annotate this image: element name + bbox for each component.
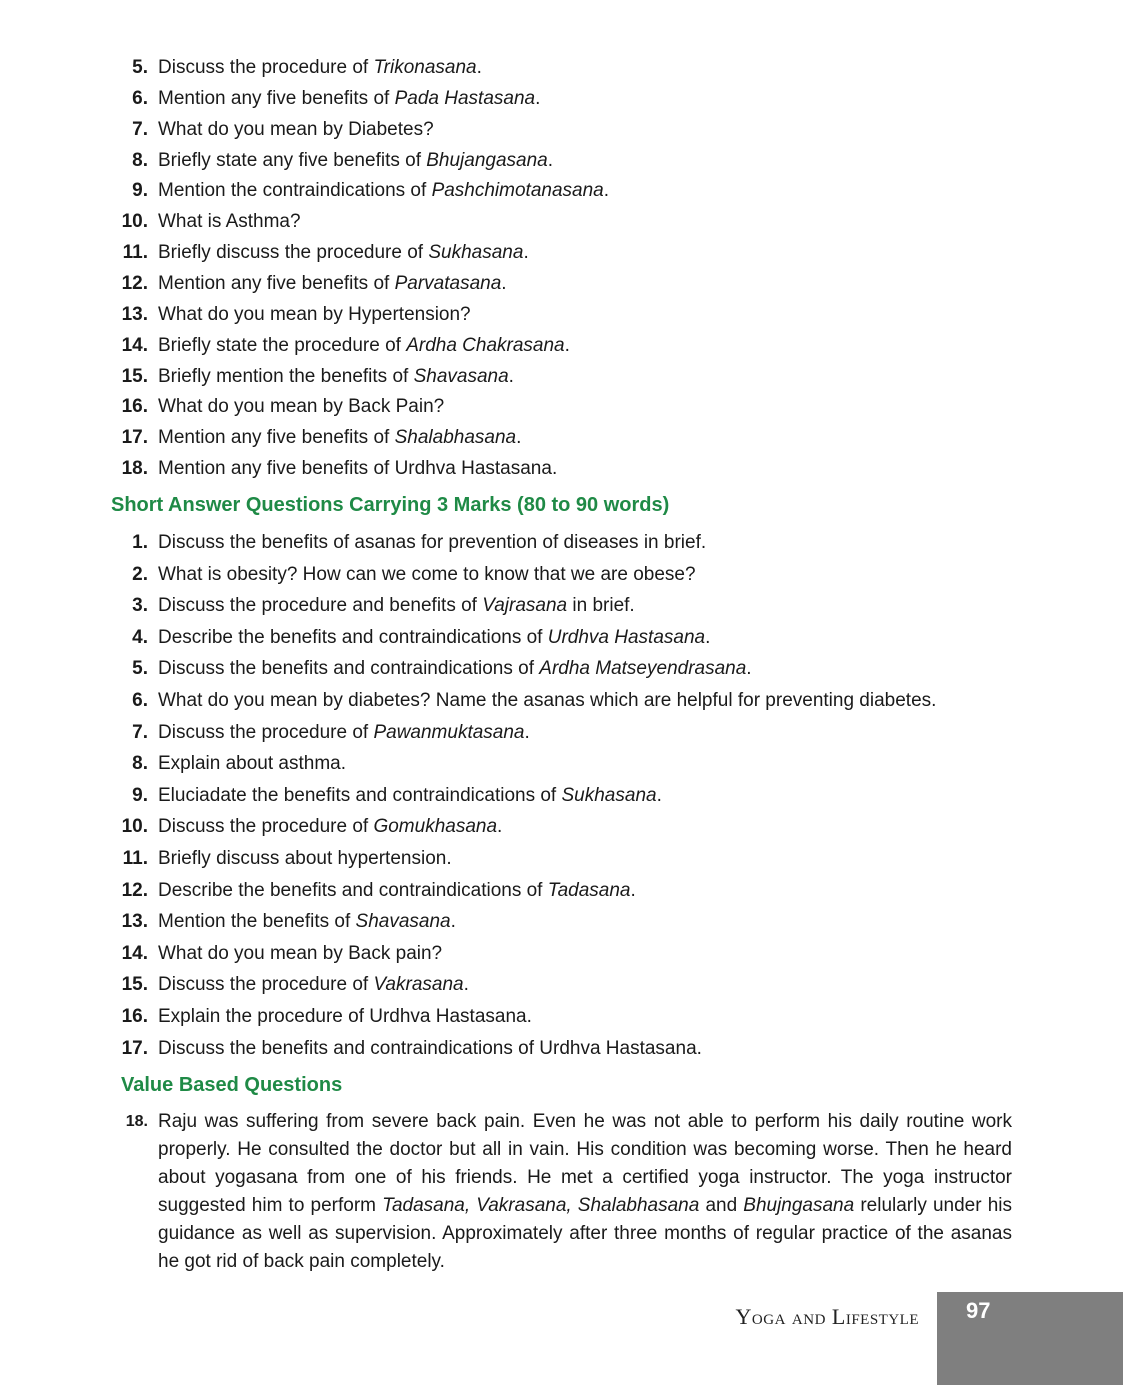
question-number: 6. bbox=[132, 690, 148, 711]
question-text bbox=[158, 527, 706, 558]
asana-name: Trikonasana bbox=[373, 57, 477, 78]
asana-name: Vajrasana bbox=[482, 595, 568, 617]
text-run: Raju was suffering from severe back pain. Even he was not able to perform his daily routine work properly. He consulted the doctor but all in vain. His condition was becoming worse. Then he heard about yogasana from one of his friends. He met a certified yoga instructor. The yoga instructor suggested him to perform bbox=[158, 1111, 1012, 1216]
text-run: . bbox=[603, 180, 610, 202]
question-text bbox=[158, 685, 936, 716]
question-text bbox=[158, 969, 469, 1000]
text-run: Discuss the benefits and contraindications of bbox=[158, 658, 540, 680]
asana-name: Tadasana bbox=[547, 879, 631, 901]
text-run: Describe the benefits and contraindications of bbox=[158, 626, 548, 648]
question-number: 7. bbox=[132, 721, 148, 743]
text-run: Mention the contraindications of bbox=[158, 180, 432, 202]
asana-name: Vakrasana bbox=[373, 974, 464, 996]
text-run: . bbox=[564, 334, 570, 356]
question-number: 17. bbox=[121, 427, 148, 449]
text-run: . bbox=[656, 784, 662, 806]
question-number: 15. bbox=[121, 974, 148, 996]
question-text bbox=[158, 843, 452, 874]
question-number: 15. bbox=[121, 365, 148, 387]
text-run: . bbox=[497, 816, 503, 838]
text-run: Briefly state the procedure of bbox=[158, 334, 407, 356]
text-run: . bbox=[547, 149, 554, 171]
asana-name: Pada Hastasana bbox=[394, 87, 536, 109]
text-run: What do you mean by Back pain? bbox=[158, 942, 443, 964]
question-number: 6. bbox=[132, 87, 148, 109]
question-number: 9. bbox=[132, 784, 148, 806]
page-number-tab bbox=[937, 1292, 1123, 1385]
question-number: 17. bbox=[121, 1037, 148, 1059]
asana-name: Shavasana bbox=[355, 911, 451, 933]
question-text bbox=[158, 52, 482, 83]
question-text bbox=[158, 330, 570, 361]
question-number: 10. bbox=[121, 816, 148, 838]
question-number: 11. bbox=[122, 242, 148, 264]
text-run: Discuss the benefits and contraindications of Urdhva Hastasana. bbox=[158, 1037, 702, 1059]
text-run: What do you mean by Hypertension? bbox=[158, 303, 471, 325]
question-text bbox=[158, 590, 635, 621]
section-heading-value-based: Value Based Questions bbox=[121, 1074, 343, 1096]
question-text bbox=[158, 1033, 702, 1064]
question-text bbox=[158, 114, 434, 145]
question-text bbox=[158, 811, 502, 842]
question-text bbox=[158, 83, 540, 114]
asana-names: Tadasana, Vakrasana, Shalabhasana bbox=[382, 1195, 700, 1216]
question-text bbox=[158, 268, 507, 299]
question-number: 5. bbox=[132, 57, 148, 78]
question-number: 14. bbox=[121, 334, 148, 356]
question-text bbox=[158, 453, 557, 484]
text-run: . bbox=[476, 57, 482, 78]
question-number: 18. bbox=[121, 458, 148, 480]
question-text bbox=[158, 780, 662, 811]
question-number: 14. bbox=[121, 942, 148, 964]
question-text bbox=[158, 422, 521, 453]
question-text bbox=[158, 299, 471, 330]
question-number: 12. bbox=[121, 272, 148, 294]
text-run: . bbox=[630, 879, 636, 901]
text-run: Mention any five benefits of Urdhva Hastasana. bbox=[158, 458, 558, 480]
text-run: What do you mean by Back Pain? bbox=[158, 396, 445, 418]
question-number: 3. bbox=[132, 595, 148, 617]
text-run: . bbox=[535, 87, 541, 109]
asana-name: Sukhasana bbox=[428, 242, 524, 264]
text-run: What do you mean by Diabetes? bbox=[158, 118, 434, 140]
question-number: 8. bbox=[132, 149, 148, 171]
text-run: Mention any five benefits of bbox=[158, 272, 395, 294]
asana-name: Parvatasana bbox=[394, 272, 502, 294]
question-text bbox=[158, 653, 752, 684]
text-run: Discuss the procedure of bbox=[158, 57, 374, 78]
asana-name: Pashchimotanasana bbox=[431, 180, 604, 202]
question-text bbox=[158, 391, 444, 422]
question-text bbox=[158, 622, 710, 653]
question-number: 16. bbox=[121, 396, 148, 418]
question-text bbox=[158, 1108, 1012, 1276]
text-run: Explain the procedure of Urdhva Hastasana. bbox=[158, 1006, 532, 1027]
text-run: . bbox=[523, 242, 529, 264]
question-text bbox=[158, 938, 442, 969]
question-number: 13. bbox=[121, 911, 148, 933]
text-run: . bbox=[524, 721, 530, 743]
question-number: 7. bbox=[132, 118, 148, 140]
text-run: . bbox=[450, 911, 456, 933]
text-run: What is obesity? How can we come to know that we are obese? bbox=[158, 563, 696, 585]
question-number: 11. bbox=[122, 848, 148, 869]
text-run: . bbox=[501, 272, 507, 294]
question-text bbox=[158, 559, 696, 590]
asana-name: Shavasana bbox=[413, 365, 509, 387]
text-run: Mention any five benefits of bbox=[158, 427, 395, 449]
question-text bbox=[158, 1001, 532, 1032]
text-run: Discuss the procedure of bbox=[158, 816, 374, 838]
question-number: 9. bbox=[132, 180, 148, 202]
question-number: 10. bbox=[121, 211, 148, 233]
question-number: 5. bbox=[132, 658, 148, 680]
text-run: Discuss the benefits of asanas for prevention of diseases in brief. bbox=[158, 532, 707, 553]
text-run: What do you mean by diabetes? Name the asanas which are helpful for preventing diabetes. bbox=[158, 690, 937, 711]
text-run: in brief. bbox=[567, 595, 635, 617]
question-number: 2. bbox=[132, 563, 148, 585]
text-run: Mention the benefits of bbox=[158, 911, 356, 933]
asana-name: Ardha Matseyendrasana bbox=[539, 658, 747, 680]
asana-name: Bhujangasana bbox=[426, 149, 548, 171]
section-heading-short-answer: Short Answer Questions Carrying 3 Marks (80 to 90 words) bbox=[111, 494, 670, 516]
text-run: and bbox=[699, 1195, 744, 1216]
question-text bbox=[158, 237, 529, 268]
text-run: Briefly state any five benefits of bbox=[158, 149, 427, 171]
text-run: Describe the benefits and contraindications of bbox=[158, 879, 548, 901]
text-run: Mention any five benefits of bbox=[158, 87, 395, 109]
text-run: relularly under his guidance as well as supervision. Approximately after three months of regular practice of the asanas he got rid of back pain completely. bbox=[158, 1195, 1012, 1272]
text-run: . bbox=[746, 658, 752, 680]
question-number: 1. bbox=[132, 532, 148, 553]
question-number: 18. bbox=[125, 1113, 148, 1130]
question-number: 16. bbox=[121, 1006, 148, 1027]
question-text bbox=[158, 906, 456, 937]
question-number: 4. bbox=[132, 626, 148, 648]
asana-name: Gomukhasana bbox=[373, 816, 498, 838]
question-number: 8. bbox=[132, 753, 148, 775]
asana-name: Shalabhasana bbox=[394, 427, 517, 449]
text-run: What is Asthma? bbox=[158, 211, 301, 233]
text-run: Discuss the procedure of bbox=[158, 974, 374, 996]
text-run: Discuss the procedure and benefits of bbox=[158, 595, 483, 617]
text-run: . bbox=[516, 427, 522, 449]
footer-book-title: Yoga and Lifestyle bbox=[735, 1304, 919, 1329]
text-run: Briefly discuss about hypertension. bbox=[158, 848, 452, 869]
text-run: Explain about asthma. bbox=[158, 753, 347, 775]
text-run: Briefly mention the benefits of bbox=[158, 365, 414, 387]
question-number: 12. bbox=[121, 879, 148, 901]
text-run: . bbox=[508, 365, 514, 387]
text-run: Eluciadate the benefits and contraindications of bbox=[158, 784, 562, 806]
asana-name: Sukhasana bbox=[561, 784, 657, 806]
question-number: 13. bbox=[121, 303, 148, 325]
asana-name: Pawanmuktasana bbox=[373, 721, 525, 743]
asana-name: Ardha Chakrasana bbox=[406, 334, 565, 356]
question-text bbox=[158, 361, 514, 392]
question-text bbox=[158, 875, 636, 906]
question-text bbox=[158, 175, 609, 206]
text-run: . bbox=[705, 626, 711, 648]
asana-name: Bhujngasana bbox=[743, 1195, 855, 1216]
asana-name: Urdhva Hastasana bbox=[547, 626, 706, 648]
question-text bbox=[158, 717, 530, 748]
text-run: Discuss the procedure of bbox=[158, 721, 374, 743]
question-text bbox=[158, 145, 553, 176]
text-run: Briefly discuss the procedure of bbox=[158, 242, 429, 264]
text-run: . bbox=[463, 974, 469, 996]
question-text bbox=[158, 206, 301, 237]
page-number: 97 bbox=[966, 1298, 991, 1323]
question-text bbox=[158, 748, 346, 779]
